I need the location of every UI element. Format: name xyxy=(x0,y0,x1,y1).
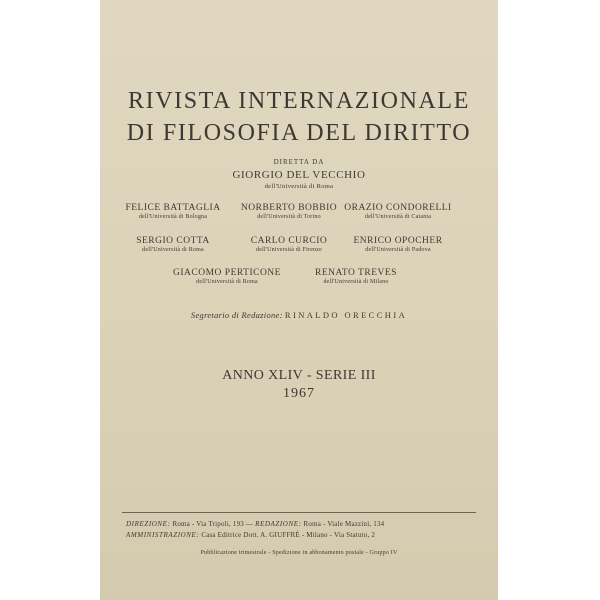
committee-member-affiliation: dell'Università di Roma xyxy=(142,247,204,253)
committee-member-affiliation: dell'Università di Catania xyxy=(364,214,432,220)
committee-member-affiliation: dell'Università di Roma xyxy=(196,279,258,285)
committee-member xyxy=(353,236,442,253)
committee-member-affiliation: dell'Università di Milano xyxy=(323,279,389,285)
committee-member xyxy=(136,236,210,253)
committee-member xyxy=(241,203,337,220)
committee-member-name: NORBERTO BOBBIO xyxy=(240,203,338,213)
journal-cover xyxy=(100,0,498,600)
imprint-direzione-redazione xyxy=(126,520,384,528)
journal-title-line-2: DI FILOSOFIA DEL DIRITTO xyxy=(126,120,472,146)
imprint-divider xyxy=(122,512,476,513)
committee-member-name: ENRICO OPOCHER xyxy=(353,236,443,246)
committee-member-name: GIACOMO PERTICONE xyxy=(173,268,281,278)
committee-member xyxy=(344,203,451,220)
committee-member-name: SERGIO COTTA xyxy=(136,236,210,246)
diretta-da-label: DIRETTA DA xyxy=(273,158,325,166)
committee-member-name: CARLO CURCIO xyxy=(250,236,328,246)
committee-member-affiliation: dell'Università di Torino xyxy=(257,214,321,220)
committee-member-name: FELICE BATTAGLIA xyxy=(125,203,221,213)
issue-volume-series: ANNO XLIV - SERIE III xyxy=(222,368,376,383)
committee-member-name: ORAZIO CONDORELLI xyxy=(344,203,452,213)
editorial-secretary xyxy=(100,310,498,320)
direzione-address: Roma - Via Tripoli, 193 — xyxy=(172,520,254,528)
secretary-name: RINALDO ORECCHIA xyxy=(284,310,408,320)
director-affiliation: dell'Università di Roma xyxy=(264,183,334,190)
secretary-label: Segretario di Redazione: xyxy=(190,310,283,320)
committee-member xyxy=(125,203,220,220)
committee-member xyxy=(173,268,281,285)
imprint-amministrazione xyxy=(126,531,375,539)
direzione-label: DIREZIONE: xyxy=(126,520,171,528)
publication-footnote: Pubblicazione trimestrale - Spedizione in abbonamento postale - Gruppo IV xyxy=(200,550,398,556)
amministrazione-label: AMMINISTRAZIONE: xyxy=(126,531,200,539)
committee-member-affiliation: dell'Università di Bologna xyxy=(138,214,208,220)
director-name: GIORGIO DEL VECCHIO xyxy=(232,169,366,181)
committee-member xyxy=(251,236,327,253)
redazione-address: Roma - Viale Mazzini, 134 xyxy=(303,520,385,528)
issue-year: 1967 xyxy=(283,386,315,401)
amministrazione-address: Casa Editrice Dott. A. GIUFFRÈ - Milano - Via Statuto, 2 xyxy=(201,531,376,539)
committee-member-affiliation: dell'Università di Padova xyxy=(365,247,431,253)
committee-member-affiliation: dell'Università di Firenze xyxy=(256,247,322,253)
committee-member-name: RENATO TREVES xyxy=(315,268,397,278)
committee-member xyxy=(315,268,397,285)
journal-title-line-1: RIVISTA INTERNAZIONALE xyxy=(128,88,470,114)
redazione-label: REDAZIONE: xyxy=(255,520,302,528)
